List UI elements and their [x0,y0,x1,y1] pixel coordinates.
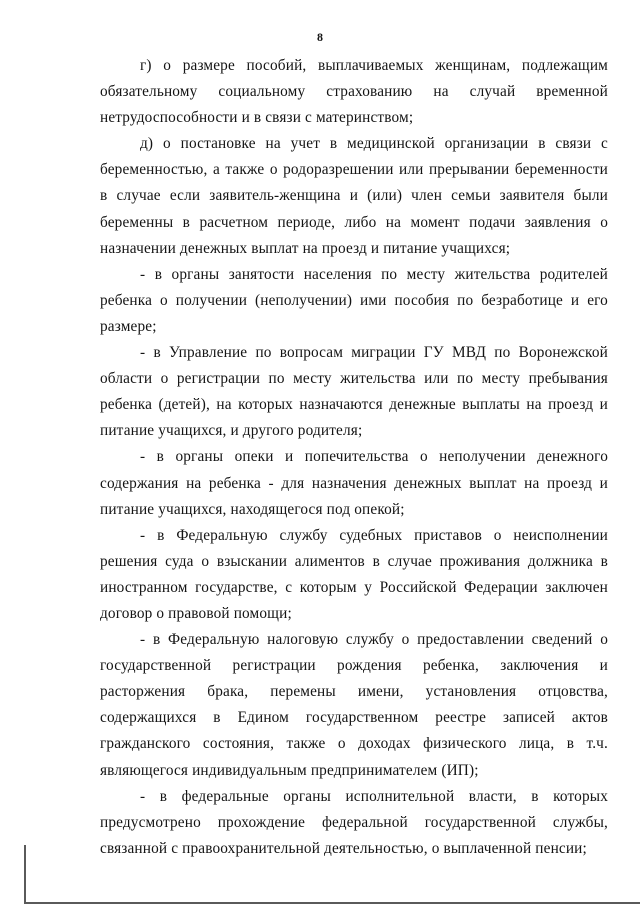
paragraph-employment-agencies: - в органы занятости населения по месту жительства родителей ребенка о получении (неполучении) ими пособия по безработице и его размере; [100,265,608,335]
paragraph-bailiffs-service: - в Федеральную службу судебных приставов о неисполнении решения суда о взыскании алиментов в случае проживания должника в иностранном государстве, с которым у Российской Федерации заключен договор о правовой помощи; [100,526,608,622]
scan-edge-left [24,845,26,903]
paragraph-guardianship-agencies: - в органы опеки и попечительства о неполучении денежного содержания на ребенка - для назначения денежных выплат на проезд и питание учащихся, находящегося под опекой; [100,448,608,518]
paragraph-migration-department: - в Управление по вопросам миграции ГУ МВД по Воронежской области о регистрации по месту жительства или по месту пребывания ребенка (детей), на которых назначаются денежные выплаты на проезд и питание учащихся, и другого родителя; [100,344,608,440]
paragraph-benefits-size: г) о размере пособий, выплачиваемых женщинам, подлежащим обязательному социальному страхованию на случай временной нетрудоспособности и в связи с материнством; [100,57,608,127]
paragraph-federal-executive-bodies: - в федеральные органы исполнительной власти, в которых предусмотрено прохождение федеральной государственной службы, связанной с правоохранительной деятельностью, о выплаченной пенсии; [100,787,608,857]
page-number: 8 [317,30,323,44]
paragraph-pregnancy-registration: д) о постановке на учет в медицинской организации в связи с беременностью, а также о родоразрешении или прерывании беременности в случае если заявитель-женщина и (или) член семьи заявителя были беременны в расчетном периоде, либо на момент подачи заявления о назначении денежных выплат на проезд и питание учащихся; [100,135,608,257]
paragraph-tax-service: - в Федеральную налоговую службу о предоставлении сведений о государственной регистрации рождения ребенка, заключения и расторжения брака, перемены имени, установления отцовства, содержащихся в Едином государственном реестре записей актов гражданского состояния, также о доходах физического лица, в т.ч. являющегося индивидуальным предпринимателем (ИП); [100,631,608,779]
scan-edge-bottom [24,902,640,904]
document-body [100,53,608,862]
